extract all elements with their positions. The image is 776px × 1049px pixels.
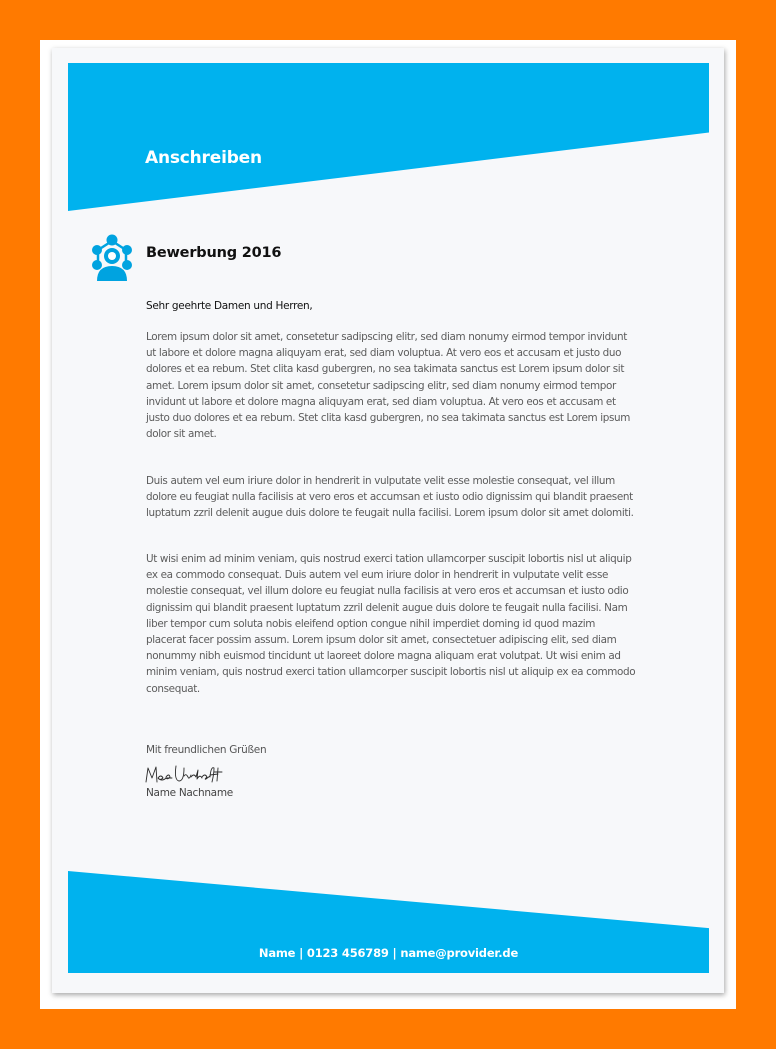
footer-name: Name (258, 946, 296, 960)
closing-phrase: Mit freundlichen Grüßen (146, 744, 267, 756)
body-paragraph: Duis autem vel eum iriure dolor in hendrerit in vulputate velit esse molestie consequat, vel illum dolore eu feugiat nulla facilisis at vero eros et accumsan et iusto odio dignissim qui blandit praesent luptatum zzril delenit augue duis dolore te feugait nulla facilisi. Lorem ipsum dolor sit amet dolomiti. (146, 475, 634, 520)
body-paragraph: Ut wisi enim ad minim veniam, quis nostrud exerci tation ullamcorper suscipit lobortis nisl ut aliquip ex ea commodo consequat. Duis autem vel eum iriure dolor in hendrerit in vulputate velit esse molestie consequat, vel illum dolore eu feugiat nulla facilisis at vero eros et accumsan et iusto odio dignissim qui blandit praesent luptatum zzril delenit augue duis dolore te feugait nulla facilisi. Nam liber tempor cum soluta nobis eleifend option congue nihil imperdiet doming id quod mazim placerat facer possim assum. Lorem ipsum dolor sit amet, consectetuer adipiscing elit, sed diam nonummy nibh euismod tincidunt ut laoreet dolore magna aliquam erat volutpat. Ut wisi enim ad minim veniam, quis nostrud exerci tation ullamcorper suscipit lobortis nisl ut aliquip ex ea commodo consequat. (146, 553, 636, 695)
handwritten-signature (144, 760, 236, 790)
footer-contact (68, 946, 709, 960)
footer-separator: | (295, 946, 307, 960)
salutation: Sehr geehrte Damen und Herren, (146, 300, 313, 312)
footer-phone: 0123 456789 (306, 946, 389, 960)
signer-name: Name Nachname (146, 787, 233, 799)
letter-subject: Bewerbung 2016 (146, 245, 282, 261)
body-paragraph: Lorem ipsum dolor sit amet, consetetur sadipscing elitr, sed diam nonumy eirmod tempor invidunt ut labore et dolore magna aliquyam erat, sed diam voluptua. At vero eos et accusam et justo duo dolores et ea rebum. Stet clita kasd gubergren, no sea takimata sanctus est Lorem ipsum dolor sit amet. Lorem ipsum dolor sit amet, consetetur sadipscing elitr, sed diam nonumy eirmod tempor invidunt ut labore et dolore magna aliquyam erat, sed diam voluptua. At vero eos et accusam et justo duo dolores et ea rebum. Stet clita kasd gubergren, no sea takimata sanctus est Lorem ipsum dolor sit amet. (146, 331, 631, 441)
footer-separator: | (388, 946, 401, 960)
header-title: Anschreiben (145, 148, 262, 168)
network-people-icon (90, 233, 134, 281)
footer-email[interactable]: name@provider.de (400, 946, 519, 960)
